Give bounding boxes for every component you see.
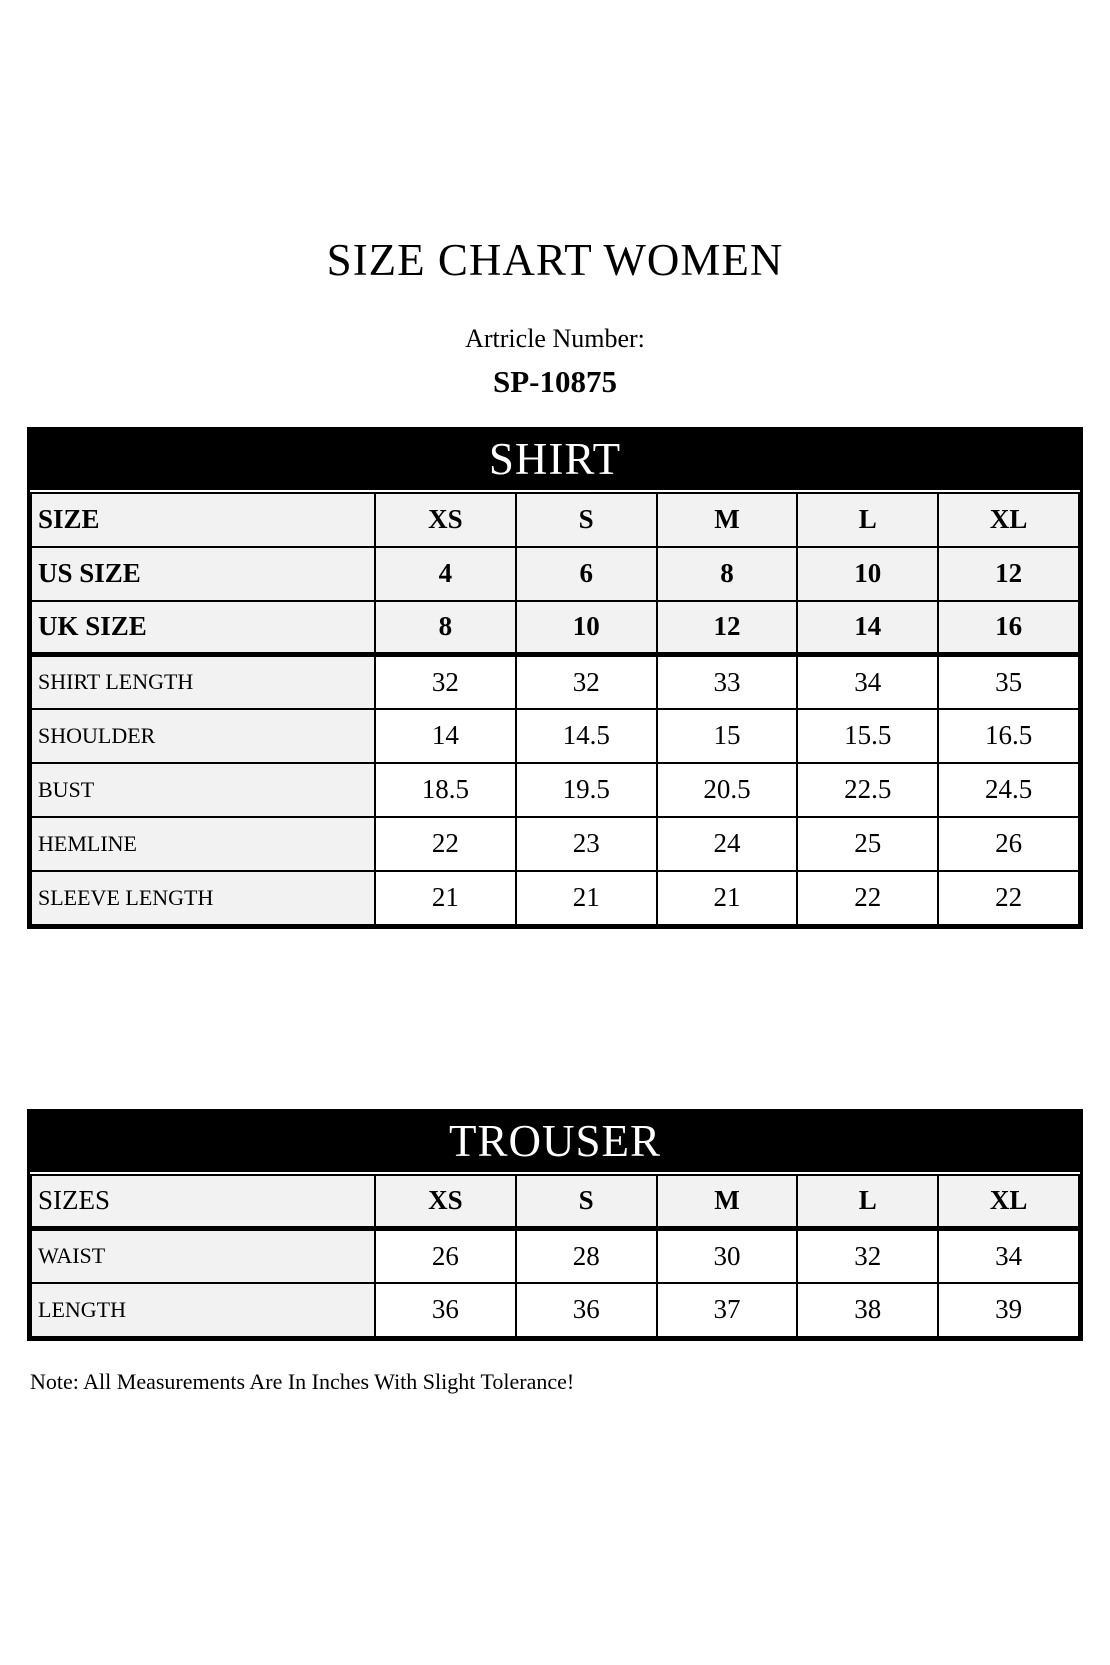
cell-value: 39 (938, 1283, 1079, 1337)
trouser-table-title: TROUSER (30, 1112, 1080, 1174)
cell-value: 14.5 (516, 709, 657, 763)
trouser-size-table-section (27, 1109, 1083, 1341)
cell-value: 25 (797, 817, 938, 871)
cell-value: 12 (657, 601, 798, 655)
cell-value: S (516, 493, 657, 547)
cell-value: 24.5 (938, 763, 1079, 817)
cell-value: M (657, 1175, 798, 1229)
cell-value: 34 (797, 655, 938, 709)
cell-value: 14 (375, 709, 516, 763)
cell-value: 6 (516, 547, 657, 601)
article-number-value: SP-10875 (493, 363, 617, 399)
table-row (31, 493, 1079, 547)
table-row (31, 763, 1079, 817)
cell-value: 10 (797, 547, 938, 601)
cell-value: 34 (938, 1229, 1079, 1283)
table-row (31, 655, 1079, 709)
cell-value: 12 (938, 547, 1079, 601)
cell-value: XL (938, 493, 1079, 547)
cell-value: 36 (375, 1283, 516, 1337)
cell-value: 33 (657, 655, 798, 709)
cell-value: 10 (516, 601, 657, 655)
shirt-size-table-section (27, 427, 1083, 929)
cell-value: 8 (375, 601, 516, 655)
cell-value: XL (938, 1175, 1079, 1229)
cell-value: 37 (657, 1283, 798, 1337)
row-label: HEMLINE (31, 817, 375, 871)
cell-value: 35 (938, 655, 1079, 709)
cell-value: 22.5 (797, 763, 938, 817)
cell-value: 18.5 (375, 763, 516, 817)
cell-value: M (657, 493, 798, 547)
article-number-label: Artricle Number: (465, 323, 645, 353)
cell-value: S (516, 1175, 657, 1229)
cell-value: 4 (375, 547, 516, 601)
table-row (31, 1283, 1079, 1337)
cell-value: 15.5 (797, 709, 938, 763)
trouser-table-body (31, 1175, 1079, 1337)
cell-value: XS (375, 493, 516, 547)
cell-value: 22 (797, 871, 938, 925)
cell-value: 23 (516, 817, 657, 871)
cell-value: L (797, 493, 938, 547)
row-label: BUST (31, 763, 375, 817)
measurement-note: Note: All Measurements Are In Inches With Slight Tolerance! (30, 1368, 575, 1394)
cell-value: 38 (797, 1283, 938, 1337)
cell-value: 16.5 (938, 709, 1079, 763)
table-row (31, 871, 1079, 925)
shirt-table-body (31, 493, 1079, 925)
row-label: SLEEVE LENGTH (31, 871, 375, 925)
cell-value: 16 (938, 601, 1079, 655)
table-row (31, 601, 1079, 655)
row-label: US SIZE (31, 547, 375, 601)
row-label: SIZE (31, 493, 375, 547)
cell-value: 24 (657, 817, 798, 871)
cell-value: 22 (938, 871, 1079, 925)
page-title: SIZE CHART WOMEN (326, 235, 784, 285)
table-row (31, 709, 1079, 763)
cell-value: 26 (375, 1229, 516, 1283)
shirt-table-title: SHIRT (30, 430, 1080, 492)
cell-value: XS (375, 1175, 516, 1229)
cell-value: 32 (797, 1229, 938, 1283)
cell-value: 21 (516, 871, 657, 925)
table-row (31, 547, 1079, 601)
cell-value: 20.5 (657, 763, 798, 817)
cell-value: 32 (516, 655, 657, 709)
cell-value: 14 (797, 601, 938, 655)
cell-value: 26 (938, 817, 1079, 871)
shirt-measurements-table (30, 492, 1080, 926)
row-label: SIZES (31, 1175, 375, 1229)
row-label: SHIRT LENGTH (31, 655, 375, 709)
cell-value: 19.5 (516, 763, 657, 817)
row-label: UK SIZE (31, 601, 375, 655)
cell-value: L (797, 1175, 938, 1229)
cell-value: 32 (375, 655, 516, 709)
cell-value: 28 (516, 1229, 657, 1283)
table-row (31, 1175, 1079, 1229)
trouser-measurements-table (30, 1174, 1080, 1338)
cell-value: 21 (375, 871, 516, 925)
cell-value: 21 (657, 871, 798, 925)
row-label: SHOULDER (31, 709, 375, 763)
cell-value: 30 (657, 1229, 798, 1283)
row-label: WAIST (31, 1229, 375, 1283)
table-row (31, 1229, 1079, 1283)
cell-value: 36 (516, 1283, 657, 1337)
cell-value: 15 (657, 709, 798, 763)
row-label: LENGTH (31, 1283, 375, 1337)
cell-value: 8 (657, 547, 798, 601)
cell-value: 22 (375, 817, 516, 871)
table-row (31, 817, 1079, 871)
